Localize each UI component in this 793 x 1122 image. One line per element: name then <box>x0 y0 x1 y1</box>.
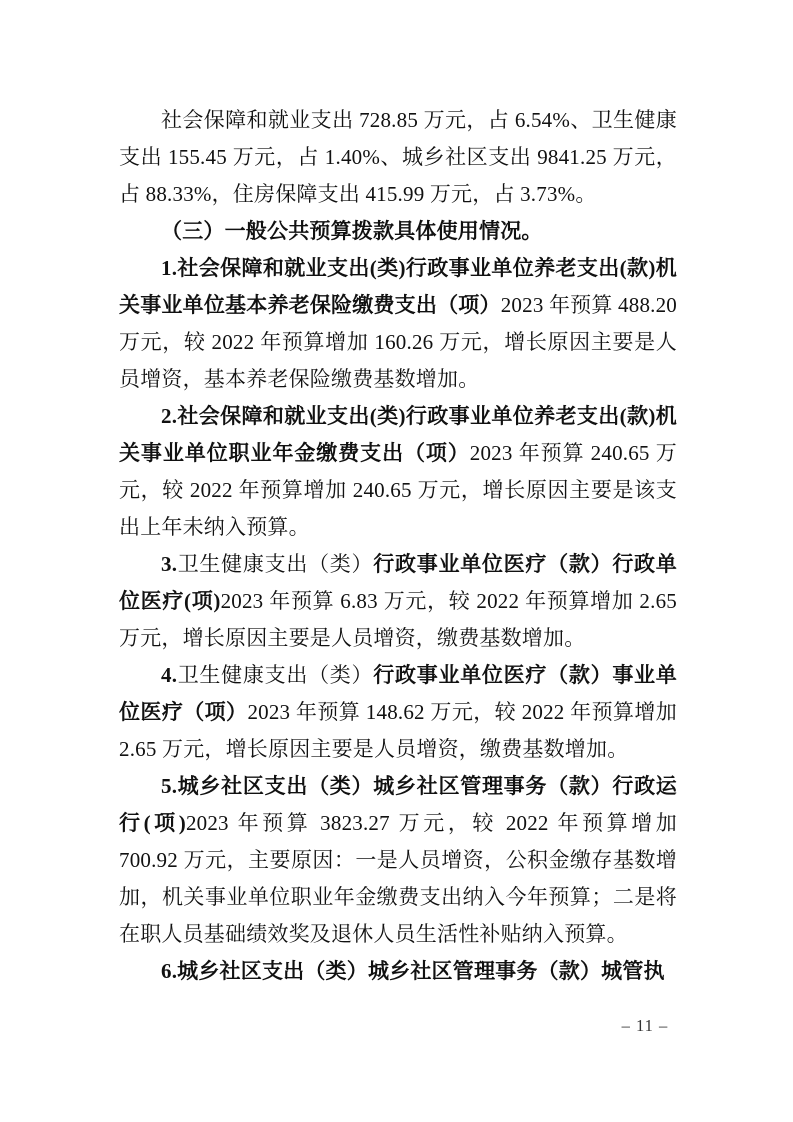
text-segment: 卫生健康支出（类） <box>177 663 374 687</box>
text-segment: 卫生健康支出（类） <box>177 552 374 576</box>
text-segment: 2023 年预算 240.65 万元，较 2022 年预算增加 240.65 万元，增长原因主要是该支出上年未纳入预算。 <box>119 441 677 539</box>
section-heading <box>119 213 677 250</box>
text-segment: 2023 年预算 6.83 万元，较 2022 年预算增加 2.65 万元，增长原因主要是人员增资，缴费基数增加。 <box>119 589 677 650</box>
text-segment: 行政事业单位医疗（款）行政单位医疗(项) <box>119 552 677 613</box>
text-segment: 1.社会保障和就业支出(类)行政事业单位养老支出(款)机关事业单位基本养老保险缴费支出（项） <box>119 256 677 317</box>
document-body <box>119 102 677 990</box>
paragraph-8 <box>119 953 677 990</box>
text-segment: 4. <box>161 663 178 687</box>
paragraph-7 <box>119 768 677 953</box>
paragraph-3 <box>119 250 677 398</box>
text-segment: 6.城乡社区支出（类）城乡社区管理事务（款）城管执 <box>161 959 665 983</box>
text-segment: 5.城乡社区支出（类）城乡社区管理事务（款）行政运行(项) <box>119 774 677 835</box>
text-segment: 2023 年预算 148.62 万元，较 2022 年预算增加 2.65 万元，增长原因主要是人员增资，缴费基数增加。 <box>119 700 677 761</box>
paragraph-1 <box>119 102 677 213</box>
text-segment: （三）一般公共预算拨款具体使用情况。 <box>161 219 543 243</box>
text-segment: 2.社会保障和就业支出(类)行政事业单位养老支出(款)机关事业单位职业年金缴费支出（项） <box>119 404 677 465</box>
text-segment: 2023 年预算 3823.27 万元，较 2022 年预算增加 700.92 万元，主要原因：一是人员增资，公积金缴存基数增加，机关事业单位职业年金缴费支出纳入今年预算；二是将在职人员基础绩效奖及退休人员生活性补贴纳入预算。 <box>119 811 677 946</box>
page-number: – 11 – <box>621 1016 669 1035</box>
paragraph-6 <box>119 657 677 768</box>
paragraph-5 <box>119 546 677 657</box>
paragraph-4 <box>119 398 677 546</box>
text-segment: 2023 年预算 488.20 万元，较 2022 年预算增加 160.26 万元，增长原因主要是人员增资，基本养老保险缴费基数增加。 <box>119 293 677 391</box>
text-segment: 行政事业单位医疗（款）事业单位医疗（项） <box>119 663 677 724</box>
text-segment: 社会保障和就业支出 728.85 万元，占 6.54%、卫生健康支出 155.45 万元，占 1.40%、城乡社区支出 9841.25 万元，占 88.33%，住房保障支出 415.99 万元，占 3.73%。 <box>119 108 677 206</box>
text-segment: 3. <box>161 552 178 576</box>
